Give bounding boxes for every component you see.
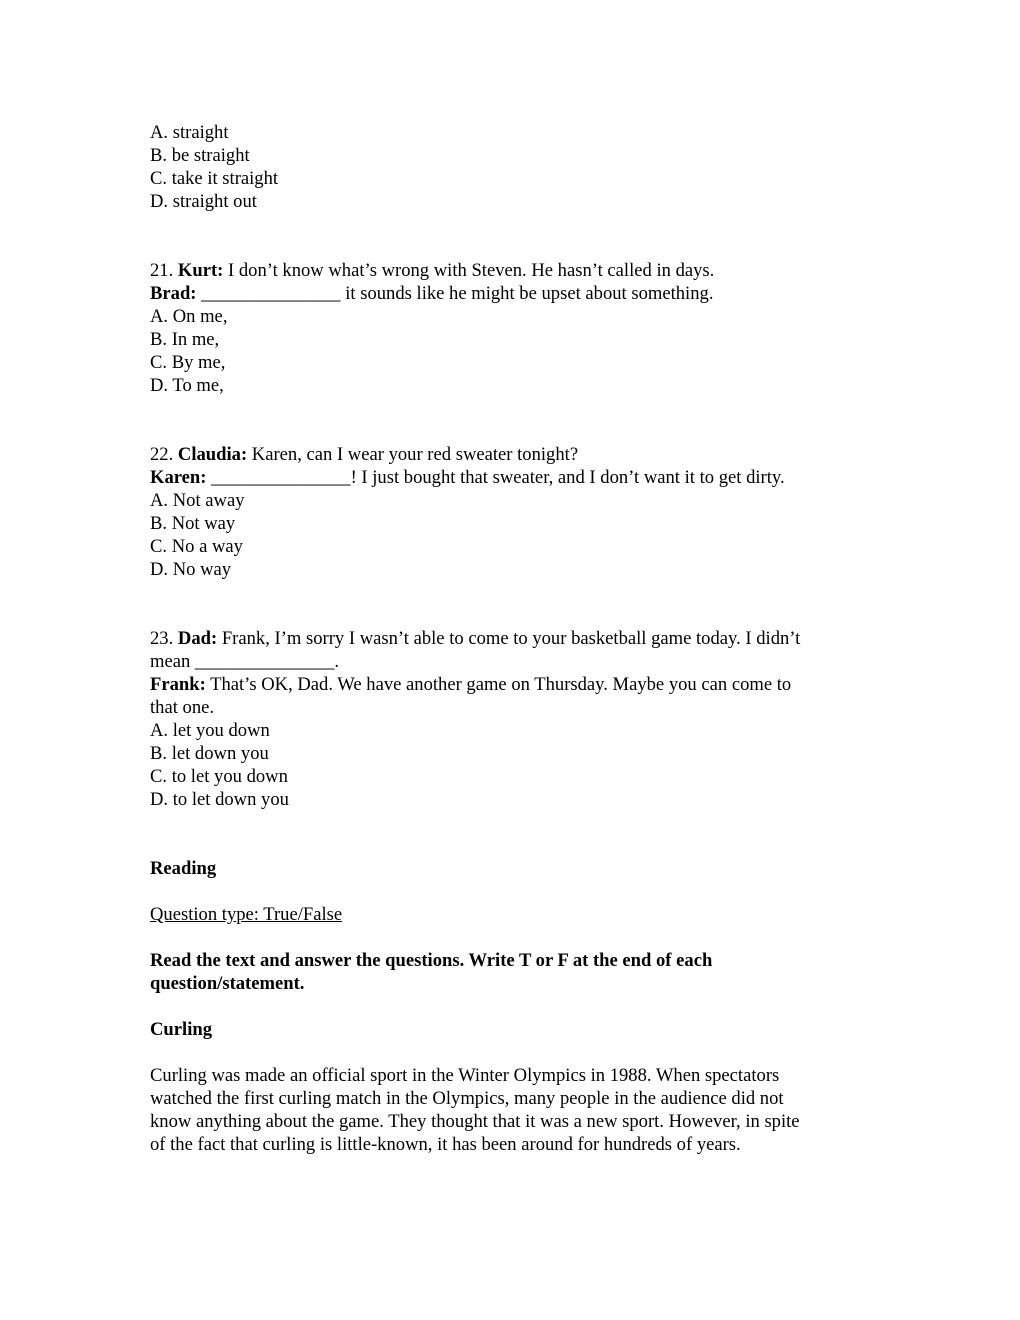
passage-line: know anything about the game. They thought that it was a new sport. However, in spite (150, 1111, 800, 1132)
option-b: B. Not way (150, 513, 236, 534)
option-b: B. let down you (150, 743, 269, 764)
section-heading: Reading (150, 858, 217, 879)
question-line (150, 443, 865, 466)
dialogue-text: I don’t know what’s wrong with Steven. He hasn’t called in days. (228, 260, 715, 281)
question-22 (150, 443, 865, 581)
question-type-label: Question type: True/False (150, 904, 343, 925)
dialogue-text: _______________! I just bought that sweater, and I don’t want it to get dirty. (211, 467, 785, 488)
option-d: D. straight out (150, 191, 257, 212)
option-c: C. No a way (150, 536, 243, 557)
option-d: D. To me, (150, 375, 224, 396)
question-number: 23. (150, 628, 174, 649)
document-page (150, 121, 865, 1156)
speaker-name: Karen: (150, 467, 207, 488)
passage-line: of the fact that curling is little-known, it has been around for hundreds of years. (150, 1134, 741, 1155)
response-line (150, 466, 865, 489)
passage-line: watched the first curling match in the Olympics, many people in the audience did not (150, 1088, 784, 1109)
speaker-name: Brad: (150, 283, 197, 304)
passage-paragraph (150, 1064, 865, 1156)
speaker-name: Claudia: (177, 444, 248, 465)
speaker-name: Dad: (177, 628, 218, 649)
passage-title: Curling (150, 1019, 212, 1040)
option-a: A. On me, (150, 306, 228, 327)
option-c: C. By me, (150, 352, 226, 373)
option-d: D. to let down you (150, 789, 289, 810)
response-line-continued: that one. (150, 697, 215, 718)
question-number: 21. (150, 260, 174, 281)
option-c: C. take it straight (150, 168, 279, 189)
question-line-continued: mean _______________. (150, 651, 340, 672)
option-a: A. let you down (150, 720, 270, 741)
reading-section (150, 857, 865, 1156)
option-a: A. Not away (150, 490, 245, 511)
dialogue-text: Frank, I’m sorry I wasn’t able to come to your basketball game today. I didn’t (221, 628, 801, 649)
option-b: B. In me, (150, 329, 220, 350)
question-23 (150, 627, 865, 811)
instruction-line-2: question/statement. (150, 973, 305, 994)
option-d: D. No way (150, 559, 232, 580)
speaker-name: Kurt: (177, 260, 224, 281)
option-b: B. be straight (150, 145, 250, 166)
option-a: A. straight (150, 122, 229, 143)
speaker-name: Frank: (150, 674, 206, 695)
option-c: C. to let you down (150, 766, 288, 787)
question-21 (150, 259, 865, 397)
passage-line: Curling was made an official sport in the Winter Olympics in 1988. When spectators (150, 1065, 780, 1086)
question-line (150, 627, 865, 650)
question-20 (150, 121, 865, 213)
dialogue-text: _______________ it sounds like he might be upset about something. (201, 283, 714, 304)
dialogue-text: That’s OK, Dad. We have another game on Thursday. Maybe you can come to (210, 674, 792, 695)
instruction-line-1: Read the text and answer the questions. Write T or F at the end of each (150, 950, 713, 971)
dialogue-text: Karen, can I wear your red sweater tonight? (251, 444, 579, 465)
question-line (150, 259, 865, 282)
question-number: 22. (150, 444, 174, 465)
response-line (150, 673, 865, 696)
response-line (150, 282, 865, 305)
